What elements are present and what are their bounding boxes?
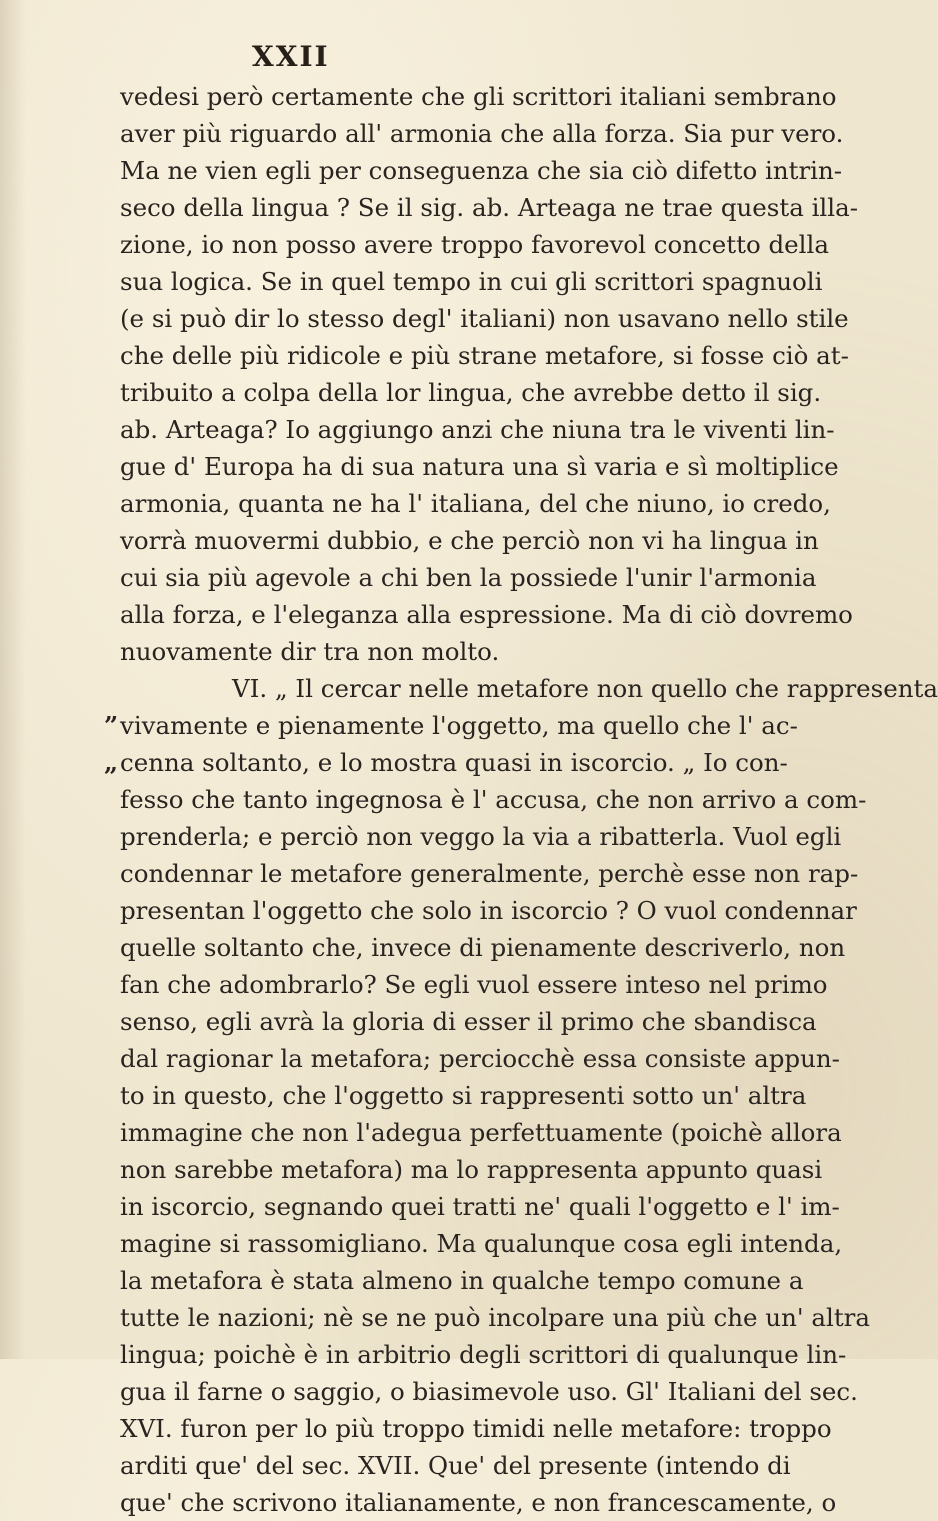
text-line	[120, 1003, 817, 1040]
body-text	[104, 78, 938, 1521]
text-line	[120, 1114, 842, 1151]
text-line-content: nuovamente dir tra non molto.	[120, 637, 500, 666]
text-line	[120, 1188, 840, 1225]
text-line	[120, 448, 839, 485]
text-line-content: gua il farne o saggio, o biasimevole uso. Gl' Italiani del sec.	[120, 1377, 858, 1406]
text-line	[120, 855, 859, 892]
text-line-content: gue d' Europa ha di sua natura una sì varia e sì moltiplice	[120, 452, 839, 481]
text-line	[120, 374, 822, 411]
text-line	[120, 1151, 823, 1188]
page-number: XXII	[252, 40, 330, 73]
text-line-content: non sarebbe metafora) ma lo rappresenta appunto quasi	[120, 1155, 823, 1184]
text-line-content: ab. Arteaga? Io aggiungo anzi che niuna tra le viventi lin-	[120, 415, 835, 444]
text-line-content: Ma ne vien egli per conseguenza che sia ciò difetto intrin-	[120, 156, 843, 185]
text-line-content: que' che scrivono italianamente, e non francescamente, o	[120, 1488, 837, 1517]
text-line-content: (e si può dir lo stesso degl' italiani) non usavano nello stile	[120, 304, 849, 333]
text-line	[120, 189, 858, 226]
text-line	[120, 115, 844, 152]
text-line	[120, 1484, 837, 1521]
text-line-content: cenna soltanto, e lo mostra quasi in iscorcio. „ Io con-	[120, 748, 788, 777]
text-line-content: seco della lingua ? Se il sig. ab. Arteaga ne trae questa illa-	[120, 193, 858, 222]
text-line-content: in iscorcio, segnando quei tratti ne' quali l'oggetto e l' im-	[120, 1192, 840, 1221]
text-line	[120, 411, 835, 448]
text-line-content: VI. „ Il cercar nelle metafore non quello che rappresenta	[232, 674, 938, 703]
text-line	[104, 707, 798, 744]
text-line-content: vedesi però certamente che gli scrittori italiani sembrano	[120, 82, 837, 111]
text-line	[120, 892, 857, 929]
text-line-content: dal ragionar la metafora; perciocchè essa consiste appun-	[120, 1044, 840, 1073]
text-line	[120, 1040, 840, 1077]
text-line	[120, 263, 823, 300]
text-line	[120, 596, 853, 633]
text-line	[120, 1336, 847, 1373]
text-line-content: senso, egli avrà la gloria di esser il primo che sbandisca	[120, 1007, 817, 1036]
text-line	[120, 1447, 791, 1484]
text-line	[120, 152, 843, 189]
text-line-content: magine si rassomigliano. Ma qualunque cosa egli intenda,	[120, 1229, 843, 1258]
text-line-content: fan che adombrarlo? Se egli vuol essere inteso nel primo	[120, 970, 828, 999]
text-line-content: alla forza, e l'eleganza alla espressione. Ma di ciò dovremo	[120, 600, 853, 629]
text-line-content: presentan l'oggetto che solo in iscorcio ? O vuol condennar	[120, 896, 857, 925]
text-line-content: vivamente e pienamente l'oggetto, ma quello che l' ac-	[120, 711, 798, 740]
text-line	[120, 337, 849, 374]
text-line-content: sua logica. Se in quel tempo in cui gli scrittori spagnuoli	[120, 267, 823, 296]
text-line	[120, 818, 842, 855]
page-fold-shadow	[0, 0, 26, 1359]
quotation-mark: ”	[104, 711, 119, 740]
text-line-content: fesso che tanto ingegnosa è l' accusa, che non arrivo a com-	[120, 785, 867, 814]
text-line	[120, 1299, 870, 1336]
text-line-content: la metafora è stata almeno in qualche tempo comune a	[120, 1266, 804, 1295]
quotation-mark: „	[104, 748, 119, 777]
text-line	[120, 633, 786, 670]
text-line-content: XVI. furon per lo più troppo timidi nelle metafore: troppo	[120, 1414, 832, 1443]
text-line	[120, 1225, 843, 1262]
text-line-content: quelle soltanto che, invece di pienamente descriverlo, non	[120, 933, 846, 962]
text-line	[120, 1373, 858, 1410]
text-line	[120, 929, 846, 966]
text-line	[120, 781, 867, 818]
text-line	[120, 559, 817, 596]
text-line-content: armonia, quanta ne ha l' italiana, del che niuno, io credo,	[120, 489, 831, 518]
text-line-content: lingua; poichè è in arbitrio degli scrittori di qualunque lin-	[120, 1340, 847, 1369]
text-line-content: cui sia più agevole a chi ben la possiede l'unir l'armonia	[120, 563, 817, 592]
text-line-content: condennar le metafore generalmente, perchè esse non rap-	[120, 859, 859, 888]
text-line-content: aver più riguardo all' armonia che alla forza. Sia pur vero.	[120, 119, 844, 148]
text-line	[120, 670, 938, 707]
text-line-content: che delle più ridicole e più strane metafore, si fosse ciò at-	[120, 341, 849, 370]
text-line-content: tutte le nazioni; nè se ne può incolpare una più che un' altra	[120, 1303, 870, 1332]
text-line	[120, 1262, 804, 1299]
text-line	[120, 1410, 832, 1447]
text-line-content: tribuito a colpa della lor lingua, che avrebbe detto il sig.	[120, 378, 822, 407]
text-line-content: vorrà muovermi dubbio, e che perciò non vi ha lingua in	[120, 526, 819, 555]
text-line	[120, 966, 828, 1003]
text-line	[120, 485, 831, 522]
text-line	[120, 226, 829, 263]
text-line	[120, 1077, 807, 1114]
text-line	[104, 744, 788, 781]
text-line-content: immagine che non l'adegua perfettuamente (poichè allora	[120, 1118, 842, 1147]
text-line-content: arditi que' del sec. XVII. Que' del presente (intendo di	[120, 1451, 791, 1480]
text-line	[120, 78, 837, 115]
text-line-content: to in questo, che l'oggetto si rappresenti sotto un' altra	[120, 1081, 807, 1110]
text-line-content: prenderla; e perciò non veggo la via a ribatterla. Vuol egli	[120, 822, 842, 851]
text-line	[120, 300, 849, 337]
text-line	[120, 522, 819, 559]
text-line-content: zione, io non posso avere troppo favorevol concetto della	[120, 230, 829, 259]
